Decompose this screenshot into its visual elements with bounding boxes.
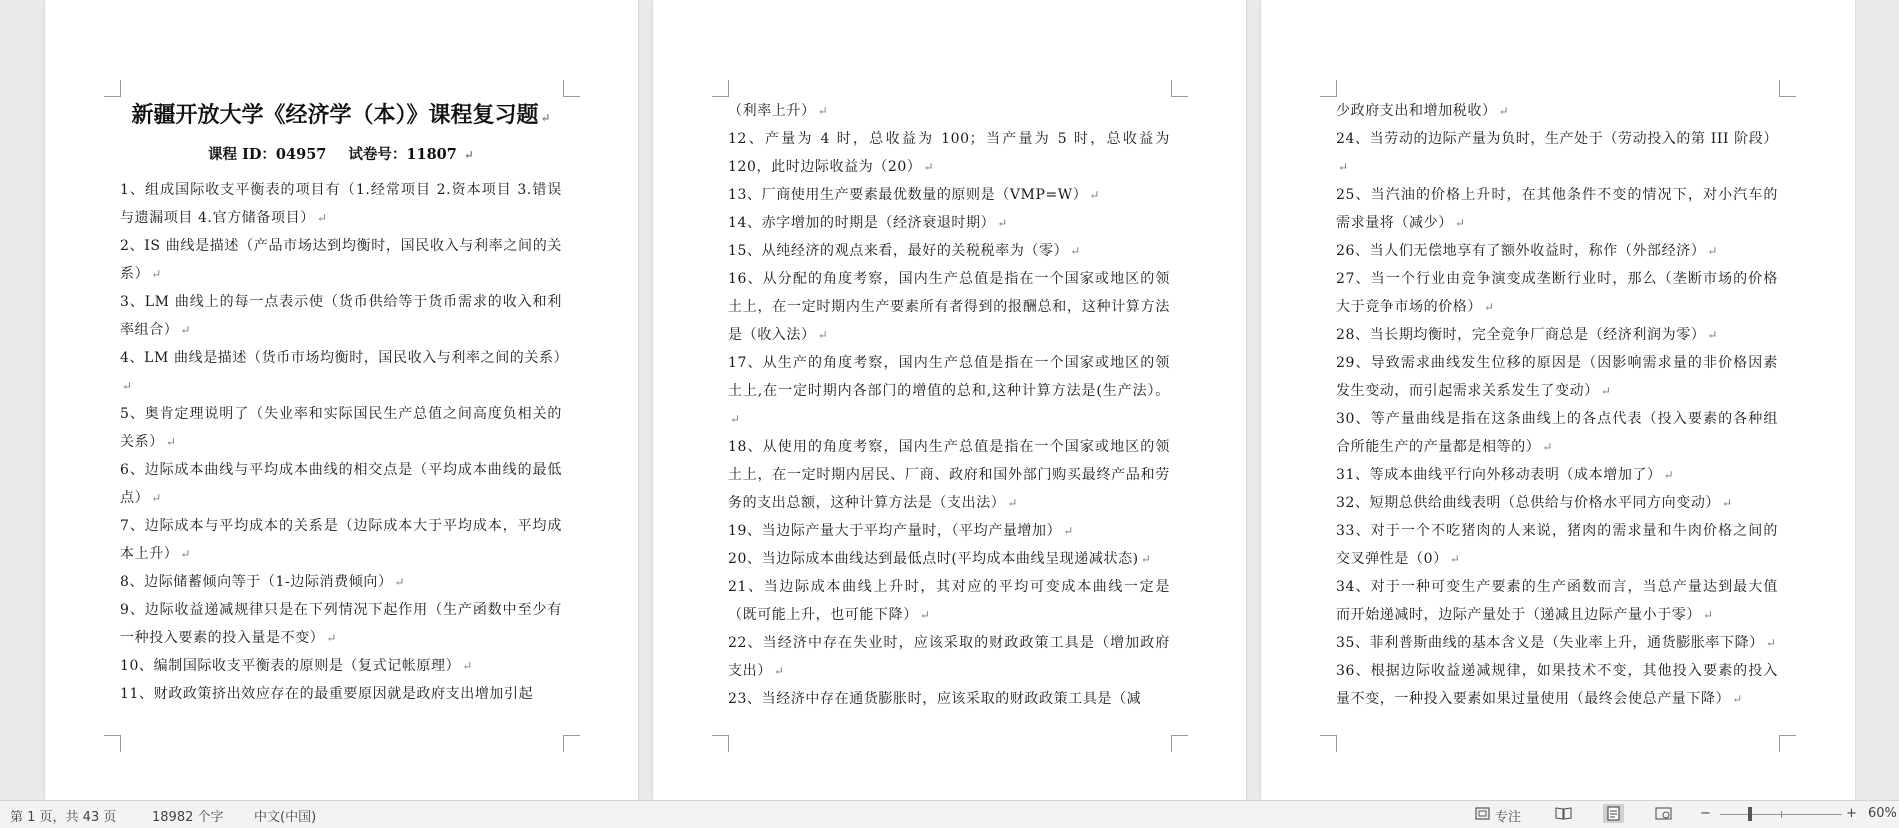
page-1[interactable]: [45, 0, 638, 800]
question-paragraph: 10、编制国际收支平衡表的原则是（复式记帐原理） ↵: [120, 652, 562, 680]
question-paragraph: 14、赤字增加的时期是（经济衰退时期） ↵: [728, 209, 1170, 237]
question-paragraph: 16、从分配的角度考察，国内生产总值是指在一个国家或地区的领土上，在一定时期内生产要素所有者得到的报酬总和，这种计算方法是（收入法） ↵: [728, 265, 1170, 349]
question-paragraph: 7、边际成本与平均成本的关系是（边际成本大于平均成本，平均成本上升） ↵: [120, 512, 562, 568]
web-layout-icon[interactable]: [1655, 806, 1672, 821]
margin-corner-top-left: [712, 80, 729, 97]
question-paragraph: 1、组成国际收支平衡表的项目有（1.经常项目 2.资本项目 3.错误与遗漏项目 4.官方储备项目） ↵: [120, 176, 562, 232]
zoom-in-button[interactable]: +: [1846, 806, 1857, 821]
question-paragraph: 34、对于一种可变生产要素的生产函数而言，当总产量达到最大值而开始递减时，边际产量处于（递减且边际产量小于零） ↵: [1336, 573, 1778, 629]
question-paragraph: 21、当边际成本曲线上升时，其对应的平均可变成本曲线一定是（既可能上升，也可能下降） ↵: [728, 573, 1170, 629]
print-layout-icon[interactable]: [1603, 804, 1624, 823]
document-title: 新疆开放大学《经济学（本）》课程复习题 ↵: [120, 98, 562, 129]
focus-icon[interactable]: [1474, 806, 1491, 821]
question-paragraph: 31、等成本曲线平行向外移动表明（成本增加了） ↵: [1336, 461, 1778, 489]
question-paragraph: 29、导致需求曲线发生位移的原因是（因影响需求量的非价格因素发生变动，而引起需求关系发生了变动） ↵: [1336, 349, 1778, 405]
page-3[interactable]: [1261, 0, 1855, 800]
margin-corner-top-left: [1320, 80, 1337, 97]
question-paragraph: 6、边际成本曲线与平均成本曲线的相交点是（平均成本曲线的最低点） ↵: [120, 456, 562, 512]
question-paragraph: 30、等产量曲线是指在这条曲线上的各点代表（投入要素的各种组合所能生产的产量都是相等的） ↵: [1336, 405, 1778, 461]
question-paragraph: 3、LM 曲线上的每一点表示使（货币供给等于货币需求的收入和利率组合） ↵: [120, 288, 562, 344]
question-paragraph: 2、IS 曲线是描述（产品市场达到均衡时，国民收入与利率之间的关系） ↵: [120, 232, 562, 288]
margin-corner-bottom-left: [712, 735, 729, 752]
question-paragraph: 27、当一个行业由竞争演变成垄断行业时，那么（垄断市场的价格大于竞争市场的价格） ↵: [1336, 265, 1778, 321]
zoom-slider-center-mark: [1781, 811, 1782, 818]
course-id: 课程 ID：04957: [208, 146, 327, 163]
question-paragraph: 少政府支出和增加税收） ↵: [1336, 97, 1778, 125]
margin-corner-bottom-left: [104, 735, 121, 752]
question-paragraph: 13、厂商使用生产要素最优数量的原则是（VMP=W） ↵: [728, 181, 1170, 209]
question-paragraph: 32、短期总供给曲线表明（总供给与价格水平同方向变动） ↵: [1336, 489, 1778, 517]
question-paragraph: 19、当边际产量大于平均产量时，（平均产量增加） ↵: [728, 517, 1170, 545]
question-paragraph: 28、当长期均衡时，完全竞争厂商总是（经济利润为零） ↵: [1336, 321, 1778, 349]
zoom-level[interactable]: 60%: [1868, 806, 1897, 821]
margin-corner-bottom-right: [1779, 735, 1796, 752]
margin-corner-top-right: [563, 80, 580, 97]
question-paragraph: 17、从生产的角度考察，国内生产总值是指在一个国家或地区的领土上,在一定时期内各部门的增值的总和,这种计算方法是(生产法）。 ↵: [728, 349, 1170, 433]
margin-corner-top-right: [1779, 80, 1796, 97]
status-bar: [0, 800, 1899, 828]
question-paragraph: 35、菲利普斯曲线的基本含义是（失业率上升，通货膨胀率下降） ↵: [1336, 629, 1778, 657]
question-paragraph: 36、根据边际收益递减规律，如果技术不变，其他投入要素的投入量不变，一种投入要素如果过量使用（最终会使总产量下降） ↵: [1336, 657, 1778, 713]
question-paragraph: 15、从纯经济的观点来看，最好的关税税率为（零） ↵: [728, 237, 1170, 265]
document-subtitle: [120, 143, 562, 164]
focus-label[interactable]: 专注: [1495, 810, 1522, 825]
language-indicator[interactable]: 中文(中国): [254, 810, 317, 825]
read-mode-icon[interactable]: [1555, 806, 1572, 821]
margin-corner-bottom-right: [563, 735, 580, 752]
question-paragraph: 5、奥肯定理说明了（失业率和实际国民生产总值之间高度负相关的关系） ↵: [120, 400, 562, 456]
word-count[interactable]: 18982 个字: [152, 810, 224, 825]
page-indicator[interactable]: 第 1 页，共 43 页: [10, 810, 117, 825]
question-paragraph: 12、产量为 4 时，总收益为 100；当产量为 5 时，总收益为 120，此时边际收益为（20） ↵: [728, 125, 1170, 181]
question-paragraph: 22、当经济中存在失业时，应该采取的财政政策工具是（增加政府支出） ↵: [728, 629, 1170, 685]
zoom-slider-thumb[interactable]: [1748, 807, 1752, 821]
margin-corner-top-left: [104, 80, 121, 97]
question-paragraph: 24、当劳动的边际产量为负时，生产处于（劳动投入的第 III 阶段） ↵: [1336, 125, 1778, 181]
page-2-content[interactable]: [728, 97, 1170, 713]
page-1-content[interactable]: [120, 94, 569, 708]
question-paragraph: 4、LM 曲线是描述（货币市场均衡时，国民收入与利率之间的关系） ↵: [120, 344, 562, 400]
paper-number: 试卷号：11807: [348, 146, 457, 163]
question-paragraph: （利率上升） ↵: [728, 97, 1170, 125]
question-paragraph: 9、边际收益递减规律只是在下列情况下起作用（生产函数中至少有一种投入要素的投入量是不变） ↵: [120, 596, 562, 652]
page-2[interactable]: [653, 0, 1246, 800]
margin-corner-top-right: [1171, 80, 1188, 97]
question-paragraph: 25、当汽油的价格上升时，在其他条件不变的情况下，对小汽车的需求量将（减少） ↵: [1336, 181, 1778, 237]
page-3-content[interactable]: [1336, 97, 1778, 713]
question-paragraph: 33、对于一个不吃猪肉的人来说，猪肉的需求量和牛肉价格之间的交叉弹性是（0） ↵: [1336, 517, 1778, 573]
question-paragraph: 20、当边际成本曲线达到最低点时(平均成本曲线呈现递减状态) ↵: [728, 545, 1170, 573]
question-paragraph: 18、从使用的角度考察，国内生产总值是指在一个国家或地区的领土上，在一定时期内居民、厂商、政府和国外部门购买最终产品和劳务的支出总额，这种计算方法是（支出法） ↵: [728, 433, 1170, 517]
margin-corner-bottom-right: [1171, 735, 1188, 752]
zoom-out-button[interactable]: −: [1700, 806, 1711, 821]
margin-corner-bottom-left: [1320, 735, 1337, 752]
question-paragraph: 11、财政政策挤出效应存在的最重要原因就是政府支出增加引起: [120, 686, 534, 702]
question-paragraph: 8、边际储蓄倾向等于（1-边际消费倾向） ↵: [120, 568, 562, 596]
question-paragraph: 26、当人们无偿地享有了额外收益时，称作（外部经济） ↵: [1336, 237, 1778, 265]
question-paragraph: 23、当经济中存在通货膨胀时，应该采取的财政政策工具是（减: [728, 691, 1142, 707]
